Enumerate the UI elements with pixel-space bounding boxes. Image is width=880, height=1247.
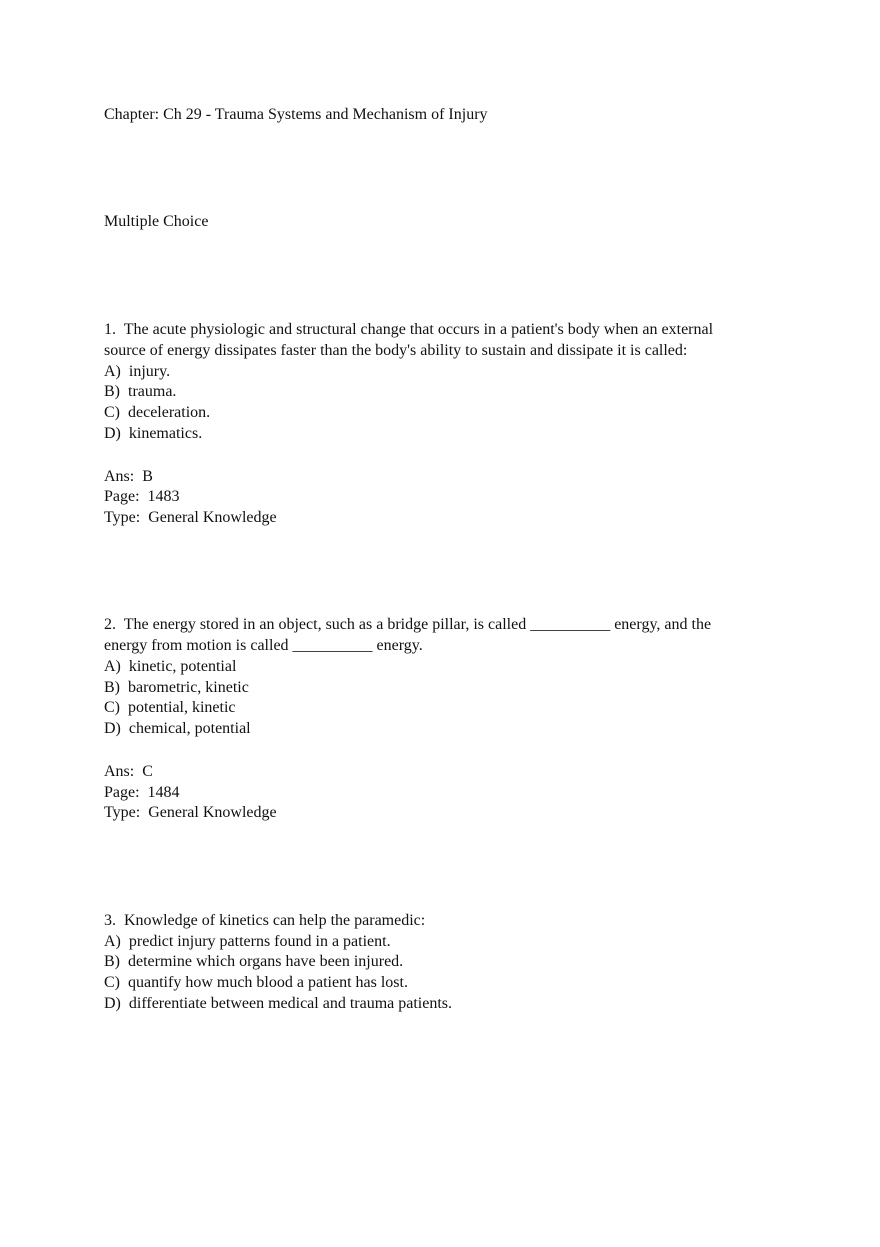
option-a: A) predict injury patterns found in a patient. [104, 933, 391, 950]
question-type-line: Type: General Knowledge [104, 509, 277, 526]
option-d: D) kinematics. [104, 425, 203, 442]
option-d: D) chemical, potential [104, 720, 251, 737]
page-ref-line: Page: 1484 [104, 784, 180, 801]
option-b: B) trauma. [104, 383, 177, 400]
option-d: D) differentiate between medical and trauma patients. [104, 995, 452, 1012]
option-b: B) determine which organs have been injured. [104, 953, 404, 970]
question-stem-line: energy from motion is called __________ energy. [104, 637, 423, 654]
option-c: C) deceleration. [104, 404, 211, 421]
answer-line: Ans: B [104, 468, 153, 485]
question-type-line: Type: General Knowledge [104, 804, 277, 821]
section-heading: Multiple Choice [104, 213, 209, 230]
chapter-title: Chapter: Ch 29 - Trauma Systems and Mechanism of Injury [104, 106, 488, 123]
question-stem-line: 1. The acute physiologic and structural change that occurs in a patient's body when an external [104, 321, 714, 338]
question-stem-line: 3. Knowledge of kinetics can help the paramedic: [104, 912, 426, 929]
option-a: A) kinetic, potential [104, 658, 237, 675]
option-b: B) barometric, kinetic [104, 679, 249, 696]
page-ref-line: Page: 1483 [104, 488, 180, 505]
option-c: C) potential, kinetic [104, 699, 236, 716]
option-c: C) quantify how much blood a patient has lost. [104, 974, 408, 991]
answer-line: Ans: C [104, 763, 153, 780]
option-a: A) injury. [104, 363, 171, 380]
question-stem-line: source of energy dissipates faster than the body's ability to sustain and dissipate it is called: [104, 342, 688, 359]
question-stem-line: 2. The energy stored in an object, such as a bridge pillar, is called __________ energy, and the [104, 616, 712, 633]
